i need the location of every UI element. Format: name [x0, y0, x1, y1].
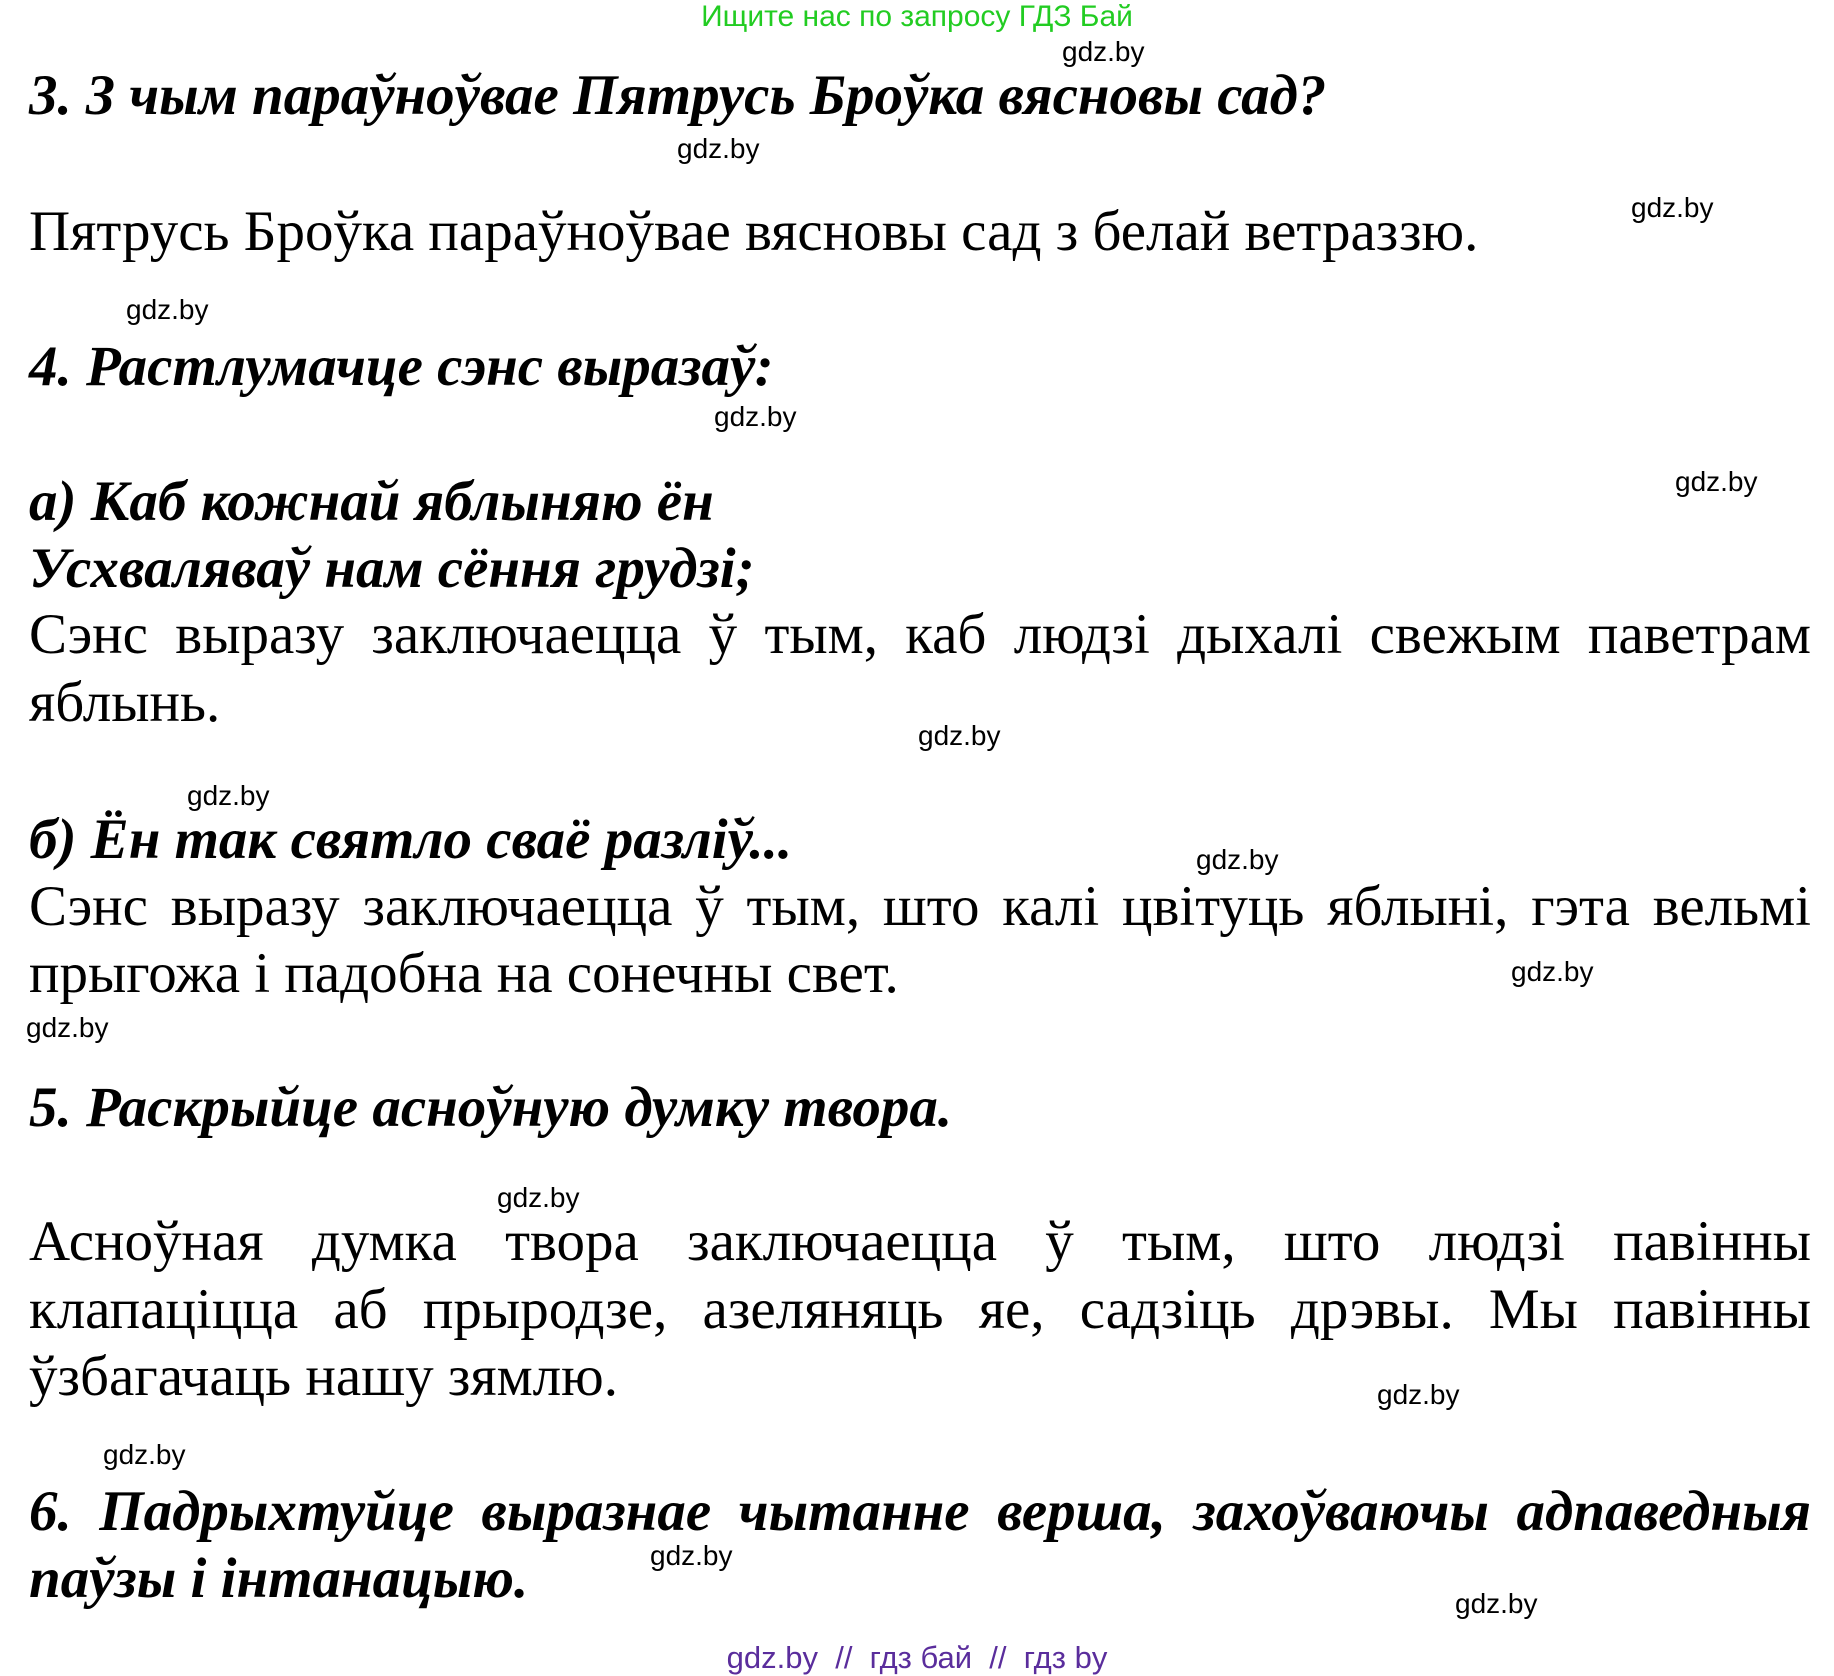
watermark: gdz.by — [650, 1540, 733, 1571]
question-6-line-1: 6. Падрыхтуйце выразнае чытанне верша, захоўваючы адпаведныя — [29, 1480, 1811, 1543]
footer-links: gdz.by // гдз бай // гдз by — [726, 1640, 1108, 1675]
watermark: gdz.by — [1511, 956, 1594, 987]
answer-a-line-2: яблынь. — [29, 671, 221, 734]
answer-b-line-1: Сэнс выразу заключаецца ў тым, што калі цвітуць яблыні, гэта вельмі — [29, 875, 1811, 938]
watermark: gdz.by — [26, 1012, 109, 1043]
watermark: gdz.by — [187, 780, 270, 811]
quote-a-line-2: Усхваляваў нам сёння грудзі; — [29, 537, 755, 600]
quote-a-line-1: а) Каб кожнай яблыняю ён — [29, 470, 714, 533]
watermark: gdz.by — [1675, 466, 1758, 497]
question-5: 5. Раскрыйце асноўную думку твора. — [29, 1076, 953, 1139]
watermark: gdz.by — [126, 294, 209, 325]
watermark: gdz.by — [1377, 1379, 1460, 1410]
watermark: gdz.by — [1062, 36, 1145, 67]
watermark: gdz.by — [1196, 844, 1279, 875]
answer-5-line-1: Асноўная думка твора заключаецца ў тым, што людзі павінны — [29, 1210, 1811, 1273]
answer-5-line-3: ўзбагачаць нашу зямлю. — [29, 1345, 618, 1408]
watermark: gdz.by — [497, 1182, 580, 1213]
answer-3: Пятрусь Броўка параўноўвае вясновы сад з белай ветраззю. — [29, 200, 1479, 263]
watermark: gdz.by — [103, 1439, 186, 1470]
watermark: gdz.by — [918, 720, 1001, 751]
watermark: gdz.by — [677, 133, 760, 164]
watermark: gdz.by — [1455, 1588, 1538, 1619]
question-4: 4. Растлумачце сэнс выразаў: — [29, 335, 774, 398]
answer-a-line-1: Сэнс выразу заключаецца ў тым, каб людзі дыхалі свежым паветрам — [29, 603, 1811, 666]
watermark: gdz.by — [1631, 192, 1714, 223]
watermark: gdz.by — [714, 401, 797, 432]
question-6-line-2: паўзы і інтанацыю. — [29, 1547, 529, 1610]
answer-b-line-2: прыгожа і падобна на сонечны свет. — [29, 942, 899, 1005]
answer-5-line-2: клапаціцца аб прыродзе, азеляняць яе, садзіць дрэвы. Мы павінны — [29, 1278, 1811, 1341]
search-hint: Ищите нас по запросу ГДЗ Бай — [701, 0, 1133, 33]
quote-b: б) Ён так святло сваё разліў... — [29, 808, 793, 871]
question-3: 3. З чым параўноўвае Пятрусь Броўка вясновы сад? — [29, 64, 1327, 127]
